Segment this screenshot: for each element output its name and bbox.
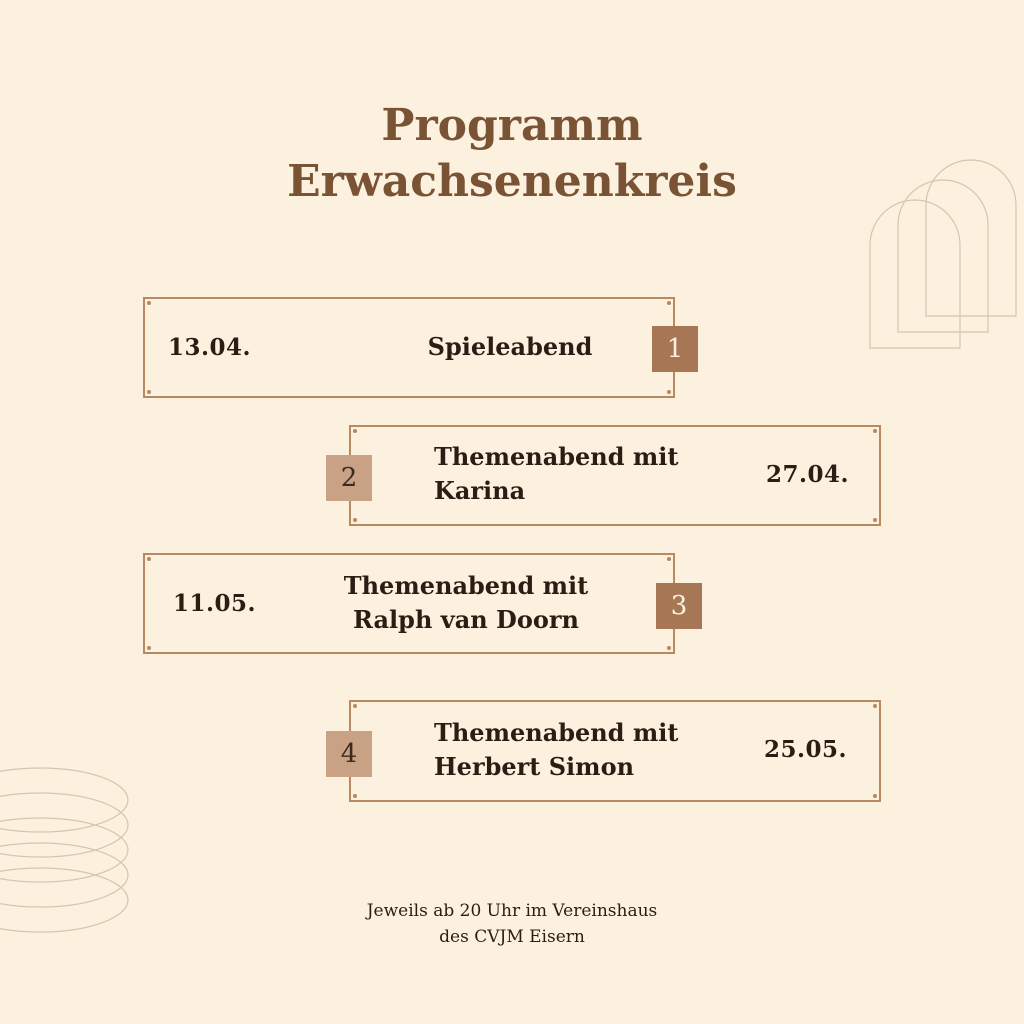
event-label: [434, 716, 678, 784]
event-label-line: Ralph van Doorn: [353, 605, 579, 634]
event-number-badge: 2: [326, 455, 372, 501]
event-number-badge: 4: [326, 731, 372, 777]
event-date: 11.05.: [173, 590, 257, 617]
footer-line-1: Jeweils ab 20 Uhr im Vereinshaus: [366, 901, 658, 921]
footer-line-2: des CVJM Eisern: [439, 927, 585, 947]
event-label-line: Themenabend mit: [434, 442, 679, 471]
event-date: 13.04.: [168, 334, 252, 361]
event-date: 27.04.: [766, 461, 850, 488]
event-label: [420, 330, 600, 364]
event-label-line: Karina: [434, 476, 526, 505]
event-number-badge: 1: [652, 326, 698, 372]
event-label-line: Themenabend mit: [434, 718, 679, 747]
event-number-badge: 3: [656, 583, 702, 629]
event-label-line: Spieleabend: [427, 332, 593, 361]
event-label-line: Herbert Simon: [434, 752, 635, 781]
title-line-2: Erwachsenenkreis: [287, 156, 737, 207]
footer-note: [0, 898, 1024, 950]
event-label-line: Themenabend mit: [343, 571, 589, 600]
event-label: [330, 569, 602, 637]
event-label: [434, 440, 678, 508]
event-date: 25.05.: [764, 736, 848, 763]
title-line-1: Programm: [381, 100, 643, 151]
page-title: [0, 98, 1024, 210]
